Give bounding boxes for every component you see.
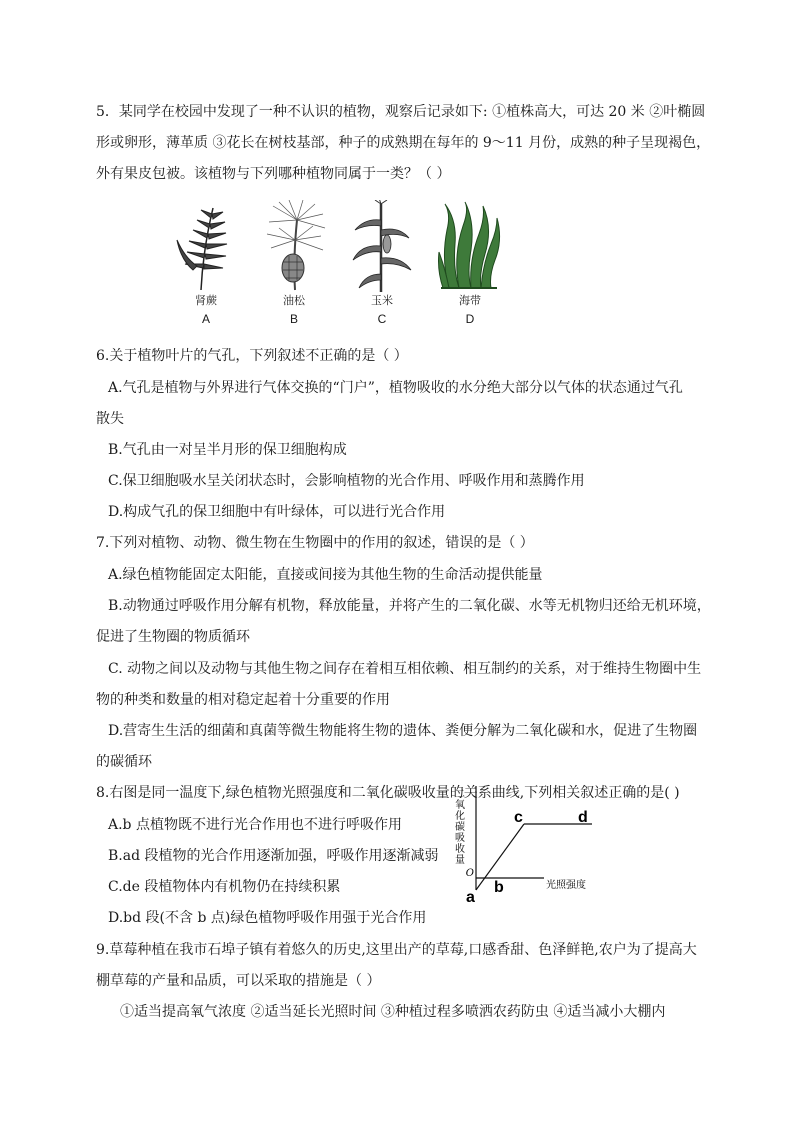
- plant-name-c: 玉米: [371, 294, 393, 307]
- q7-option-a: A.绿色植物能固定太阳能，直接或间接为其他生物的生命活动提供能量: [108, 567, 543, 583]
- y-axis-label: 二氧化碳吸收量: [452, 788, 464, 865]
- q7-option-d-line-1: D.营寄生生活的细菌和真菌等微生物能将生物的遗体、粪便分解为二氧化碳和水，促进了生物圈: [108, 723, 698, 739]
- plant-letter-b: B: [289, 312, 298, 326]
- q5-line-2: 形或卵形，薄革质 ③花长在树枝基部，种子的成熟期在每年的 9～11 月份，成熟的种子呈现褐色，: [96, 135, 711, 151]
- q8-option-a: A.b 点植物既不进行光合作用也不进行呼吸作用: [108, 817, 402, 833]
- q9-line-1: 9.草莓种植在我市石埠子镇有着悠久的历史,这里出产的草莓,口感香甜、色泽鲜艳,农户为了提高大: [96, 942, 697, 958]
- plant-letter-d: D: [465, 312, 475, 326]
- q6-option-a-line-2: 散失: [96, 411, 124, 427]
- plant-name-b: 油松: [283, 294, 305, 307]
- q6-stem: 6.关于植物叶片的气孔，下列叙述不正确的是（ ）: [96, 348, 408, 364]
- plant-figure-row: [168, 200, 508, 340]
- fern-icon: [171, 200, 241, 292]
- point-c-label: c: [514, 809, 523, 826]
- q6-option-c: C.保卫细胞吸水呈关闭状态时，会影响植物的光合作用、呼吸作用和蒸腾作用: [108, 473, 585, 489]
- q5-line-3: 外有果皮包被。该植物与下列哪种植物同属于一类？（ ）: [96, 166, 451, 182]
- plant-letter-c: C: [377, 312, 387, 326]
- q9-line-2: 棚草莓的产量和品质，可以采取的措施是（ ）: [96, 973, 381, 989]
- q8-option-b: B.ad 段植物的光合作用逐渐加强，呼吸作用逐渐减弱: [108, 848, 439, 864]
- q6-option-a-line-1: A.气孔是植物与外界进行气体交换的“门户”，植物吸收的水分绝大部分以气体的状态通过气孔: [108, 380, 683, 396]
- q8-option-d: D.bd 段(不含 b 点)绿色植物呼吸作用强于光合作用: [108, 910, 427, 926]
- plant-option-d: [432, 200, 508, 326]
- q5-line-1: 5．某同学在校园中发现了一种不认识的植物，观察后记录如下: ①植株高大，可达 20 米 ②叶椭圆: [96, 104, 706, 120]
- q6-option-b: B.气孔由一对呈半月形的保卫细胞构成: [108, 442, 347, 458]
- pine-icon: [259, 200, 329, 292]
- kelp-icon: [435, 200, 505, 292]
- q7-stem: 7.下列对植物、动物、微生物在生物圈中的作用的叙述，错误的是（ ）: [96, 535, 534, 551]
- q7-option-b-line-2: 促进了生物圈的物质循环: [96, 629, 250, 645]
- q7-option-d-line-2: 的碳循环: [96, 754, 152, 770]
- corn-icon: [347, 200, 417, 292]
- origin-label: O: [465, 868, 474, 879]
- q6-option-d: D.构成气孔的保卫细胞中有叶绿体，可以进行光合作用: [108, 504, 446, 520]
- q9-options: ①适当提高氧气浓度 ②适当延长光照时间 ③种植过程多喷洒农药防虫 ④适当减小大棚内: [120, 1004, 666, 1020]
- plant-option-a: [168, 200, 244, 326]
- co2-light-graph: [444, 778, 614, 903]
- point-d-label: d: [578, 809, 588, 826]
- point-b-label: b: [494, 879, 504, 896]
- plant-option-c: [344, 200, 420, 326]
- q7-option-b-line-1: B.动物通过呼吸作用分解有机物，释放能量，并将产生的二氧化碳、水等无机物归还给无机环境，: [108, 598, 711, 614]
- x-axis-label: 光照强度: [546, 880, 586, 891]
- plant-option-b: [256, 200, 332, 326]
- q8-stem: 8.右图是同一温度下,绿色植物光照强度和二氧化碳吸收量的关系曲线,下列相关叙述正确的是( ): [96, 785, 680, 801]
- point-a-label: a: [466, 889, 475, 903]
- plant-letter-a: A: [201, 312, 210, 326]
- q7-option-c-line-1: C. 动物之间以及动物与其他生物之间存在着相互相依赖、相互制约的关系，对于维持生物圈中生: [108, 661, 702, 677]
- q7-option-c-line-2: 物的种类和数量的相对稳定起着十分重要的作用: [96, 692, 390, 708]
- q8-option-c: C.de 段植物体内有机物仍在持续积累: [108, 879, 341, 895]
- plant-name-d: 海带: [459, 294, 481, 307]
- plant-name-a: 肾蕨: [195, 294, 217, 307]
